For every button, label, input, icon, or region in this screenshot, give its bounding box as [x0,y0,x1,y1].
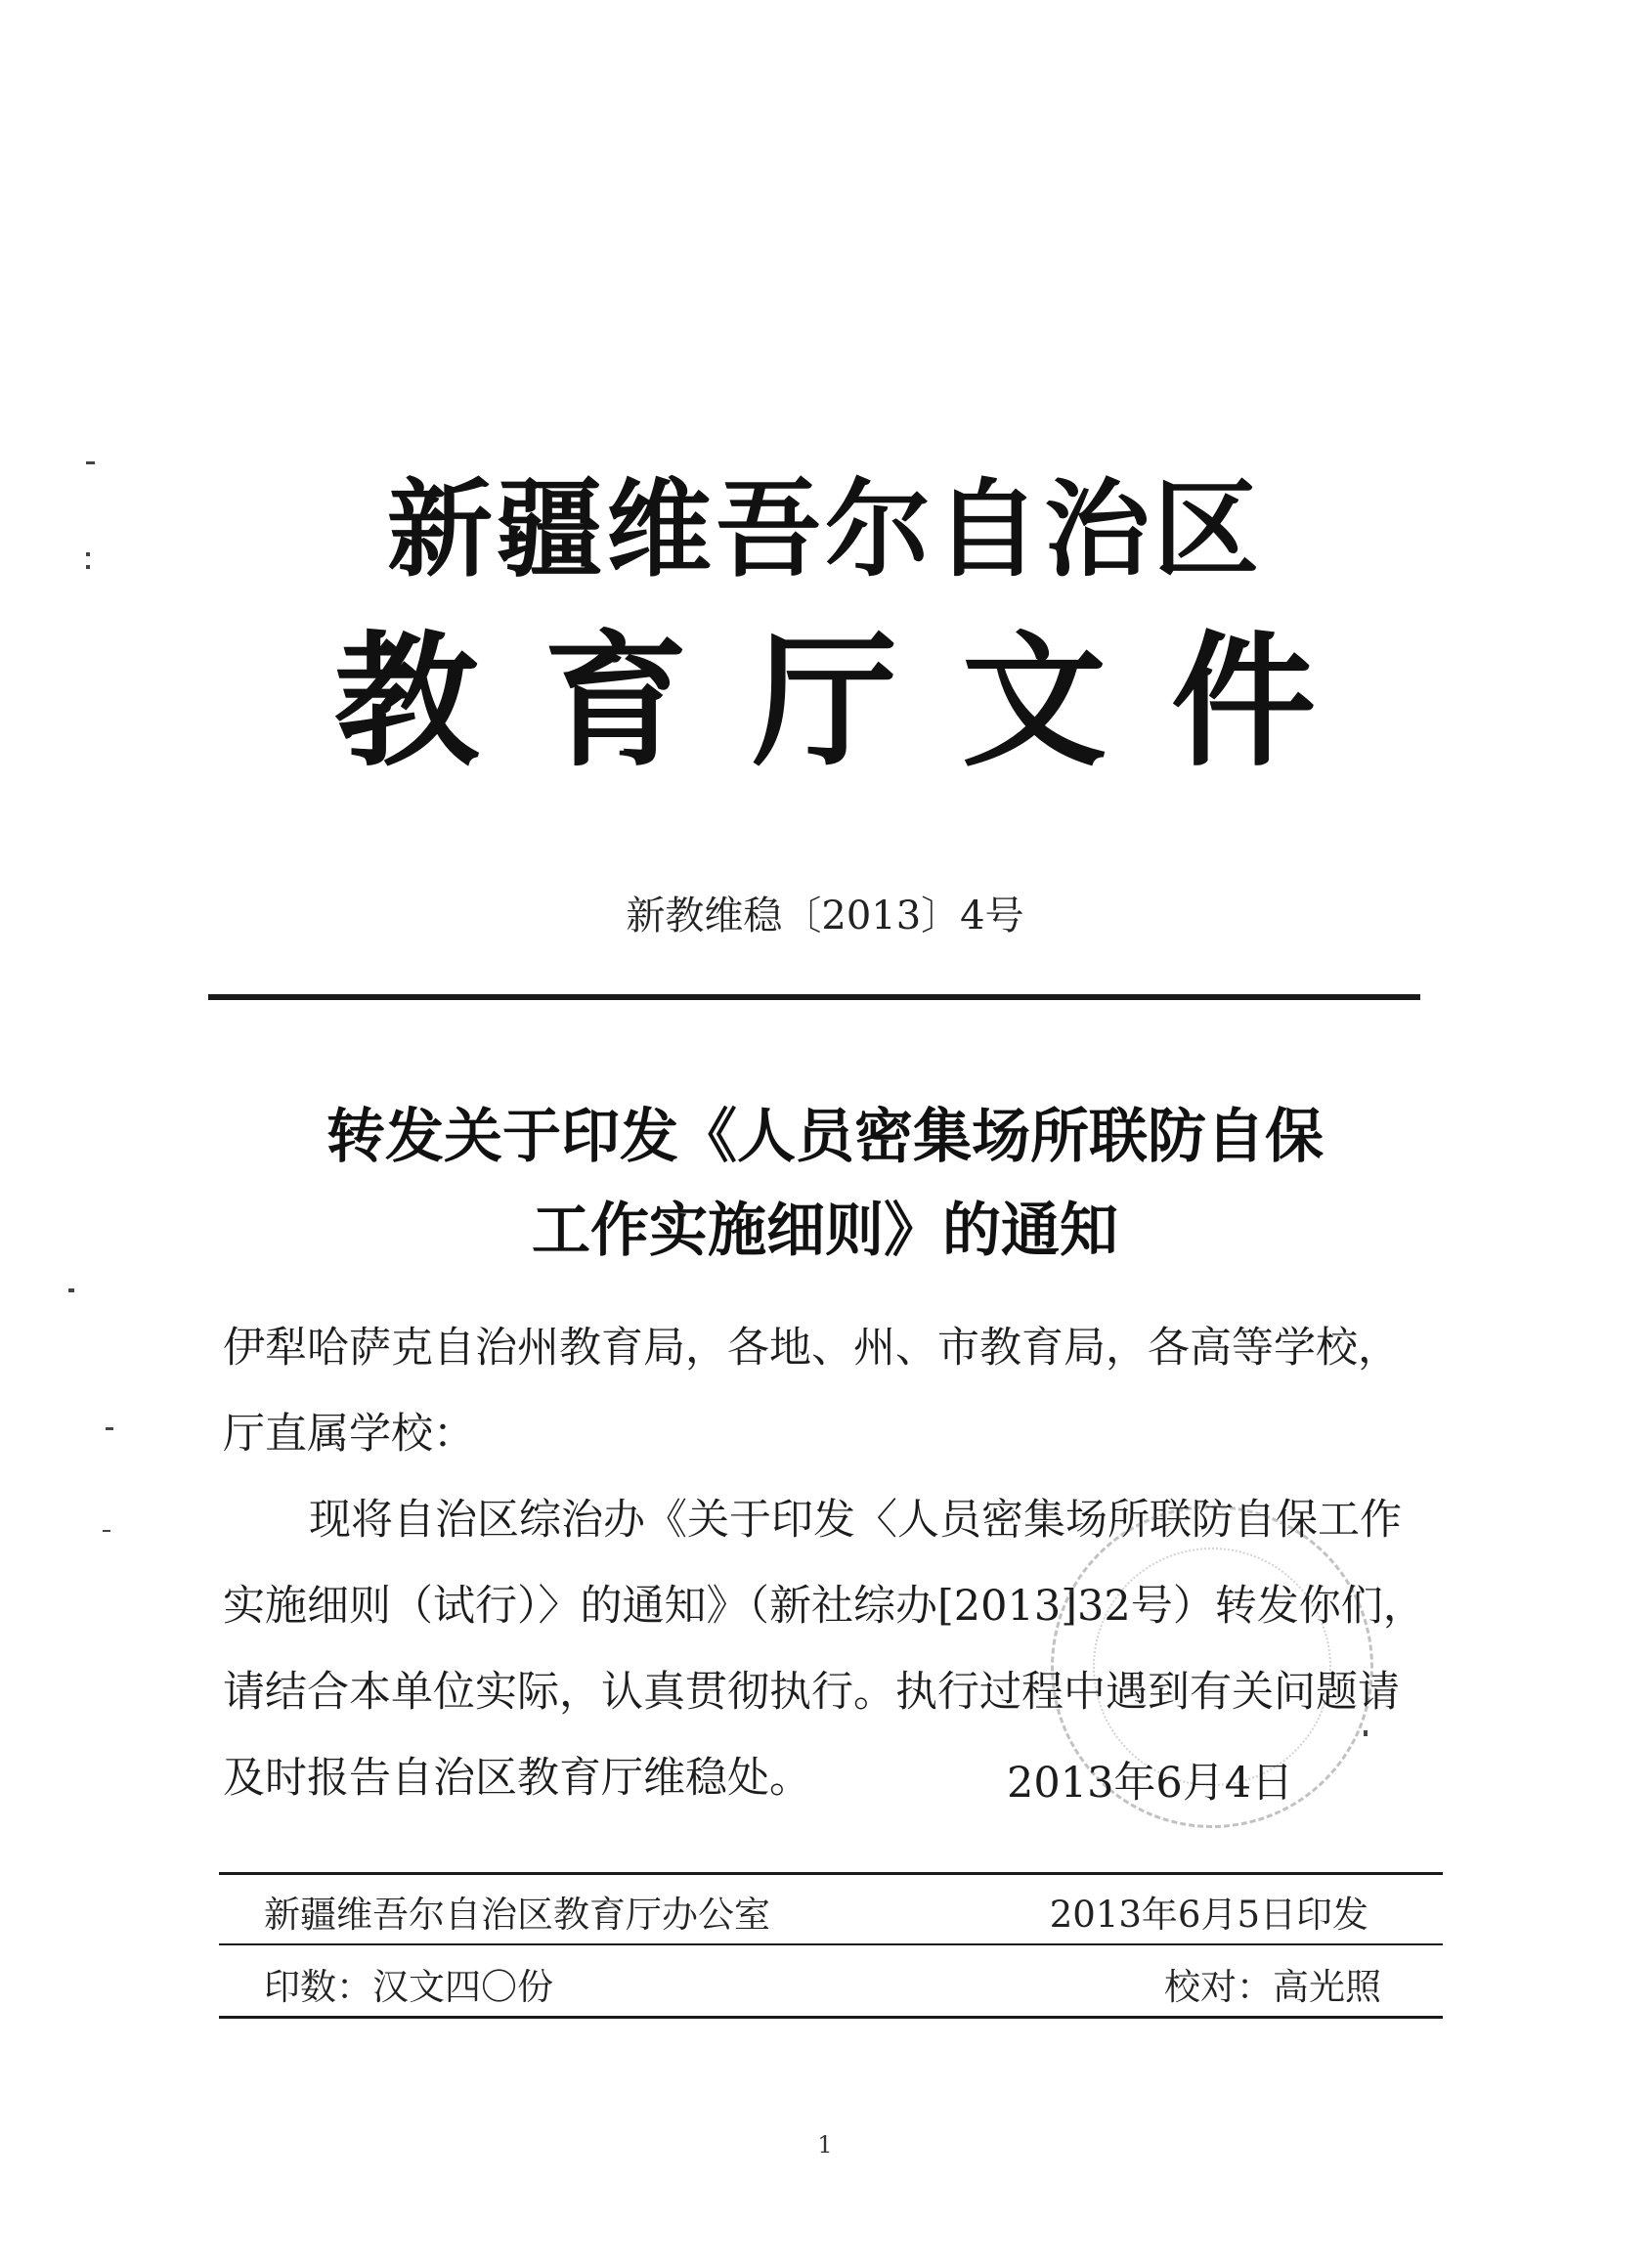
proofreader: 校对：高光照 [1164,1966,1381,2008]
salutation: 伊犁哈萨克自治州教育局，各地、州、市教育局，各高等学校，厅直属学校： [223,1324,1400,1459]
print-copies: 印数：汉文四〇份 [264,1966,553,2008]
page-number: 1 [817,2131,833,2159]
print-date: 2013年6月5日印发 [1049,1894,1368,1936]
header-divider [208,994,1420,1000]
footer-rule-top [219,1872,1443,1875]
scan-speck [103,1530,110,1532]
scan-speck [86,565,90,569]
scan-speck [106,1427,113,1430]
document-title [0,1090,1650,1278]
scan-speck [86,461,95,464]
scan-speck [86,552,90,556]
body-paragraph: 现将自治区综治办《关于印发〈人员密集场所联防自保工作实施细则（试行）〉的通知》（新社综办[2013]32号）转发你们，请结合本单位实际，认真贯彻执行。执行过程中遇到有关问题请及时报告自治区教育厅维稳处。 [223,1496,1425,1803]
scan-speck [1364,1730,1368,1736]
issuer-name: 新疆维吾尔自治区 [386,469,1263,591]
document-number: 新教维稳〔2013〕4号 [626,894,1024,938]
scan-speck [68,1288,74,1292]
document-type-heading: 教育厅文件 [334,618,1380,786]
title-line-1: 转发关于印发《人员密集场所联防自保 [326,1103,1324,1171]
footer-rule-bottom [219,2016,1443,2019]
title-line-2: 工作实施细则》的通知 [532,1197,1118,1265]
footer-rule-middle [219,1943,1443,1945]
signing-date: 2013年6月4日 [1007,1759,1294,1808]
issuing-office: 新疆维吾尔自治区教育厅办公室 [264,1894,770,1936]
